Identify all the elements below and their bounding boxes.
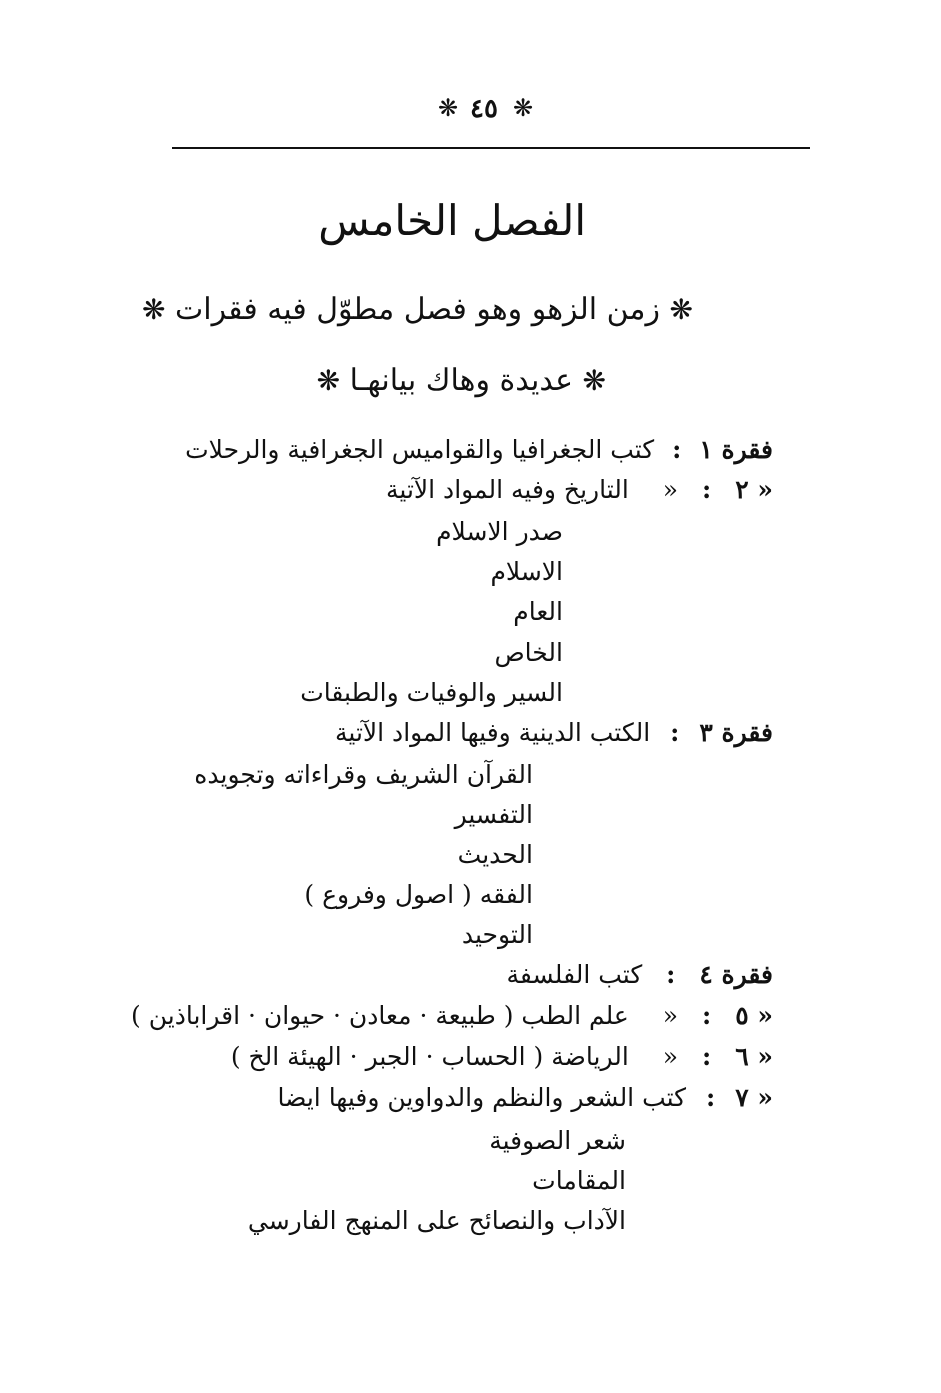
sub-item-poetry-2: المقامات <box>532 1166 626 1195</box>
section-text: كتب الجغرافيا والقواميس الجغرافية والرحلات <box>185 435 655 464</box>
section-text: كتب الفلسفة <box>506 960 643 989</box>
section-label: فقرة ١ <box>699 435 773 464</box>
section-colon: : <box>702 1042 712 1071</box>
section-ditto: « <box>662 1042 679 1071</box>
header-rule <box>172 147 810 149</box>
section-text: التاريخ وفيه المواد الآتية <box>386 475 629 504</box>
section-label: فقرة ٤ <box>699 960 773 989</box>
sub-item-history-5: السير والوفيات والطبقات <box>300 678 563 707</box>
sub-item-poetry-1: شعر الصوفية <box>489 1126 626 1155</box>
sub-item-religion-1: القرآن الشريف وقراءاته وتجويده <box>194 760 533 789</box>
section-row-2 <box>386 477 773 502</box>
section-colon: : <box>670 718 680 747</box>
ornament-icon: ❋ <box>582 364 606 397</box>
ornament-right-icon: ❋ <box>513 94 534 122</box>
section-label: « ٦ <box>735 1042 773 1071</box>
section-ditto: « <box>662 475 679 504</box>
section-ditto: « <box>662 1001 679 1030</box>
section-label: فقرة ٣ <box>699 718 773 747</box>
ornament-icon: ❋ <box>316 364 341 397</box>
page-number: ٤٥ <box>470 94 498 124</box>
ornament-icon: ❋ <box>669 293 693 326</box>
section-row-1 <box>185 437 773 462</box>
section-colon: : <box>702 1001 712 1030</box>
section-text: الكتب الدينية وفيها المواد الآتية <box>335 718 651 747</box>
sub-item-history-2: الاسلام <box>490 557 563 586</box>
page-header <box>0 88 941 128</box>
section-label: « ٥ <box>735 1001 773 1030</box>
section-text: علم الطب ( طبيعة · معادن · حيوان · اقراباذين ) <box>131 1001 629 1030</box>
sub-item-religion-4: الفقه ( اصول وفروع ) <box>304 880 533 909</box>
chapter-subtitle-line1 <box>142 292 693 327</box>
section-text: كتب الشعر والنظم والدواوين وفيها ايضا <box>277 1083 687 1112</box>
subtitle-text: عديدة وهاك بيانهـا <box>349 363 573 398</box>
sub-item-religion-2: التفسير <box>454 800 533 829</box>
section-row-3 <box>335 720 773 745</box>
section-row-6 <box>231 1044 773 1069</box>
section-colon: : <box>706 1083 716 1112</box>
section-text: الرياضة ( الحساب · الجبر · الهيئة الخ ) <box>230 1042 629 1071</box>
sub-item-poetry-3: الآداب والنصائح على المنهج الفارسي <box>247 1206 626 1235</box>
chapter-title: الفصل الخامس <box>318 196 586 245</box>
sub-item-religion-5: التوحيد <box>461 920 533 949</box>
sub-item-history-4: الخاص <box>494 638 563 667</box>
sub-item-religion-3: الحديث <box>457 840 533 869</box>
section-label: « ٢ <box>735 475 773 504</box>
ornament-icon: ❋ <box>142 293 166 326</box>
section-row-5 <box>131 1003 773 1028</box>
section-colon: : <box>702 475 712 504</box>
section-colon: : <box>666 960 676 989</box>
section-row-7 <box>278 1085 773 1110</box>
section-label: « ٧ <box>735 1083 773 1112</box>
subtitle-text: زمن الزهو وهو فصل مطوّل فيه فقرات <box>175 292 660 327</box>
section-row-4 <box>506 962 773 987</box>
chapter-subtitle-line2 <box>317 363 606 398</box>
ornament-left-icon: ❋ <box>438 94 459 122</box>
sub-item-history-1: صدر الاسلام <box>436 517 563 546</box>
sub-item-history-3: العام <box>513 597 563 626</box>
section-colon: : <box>672 435 682 464</box>
